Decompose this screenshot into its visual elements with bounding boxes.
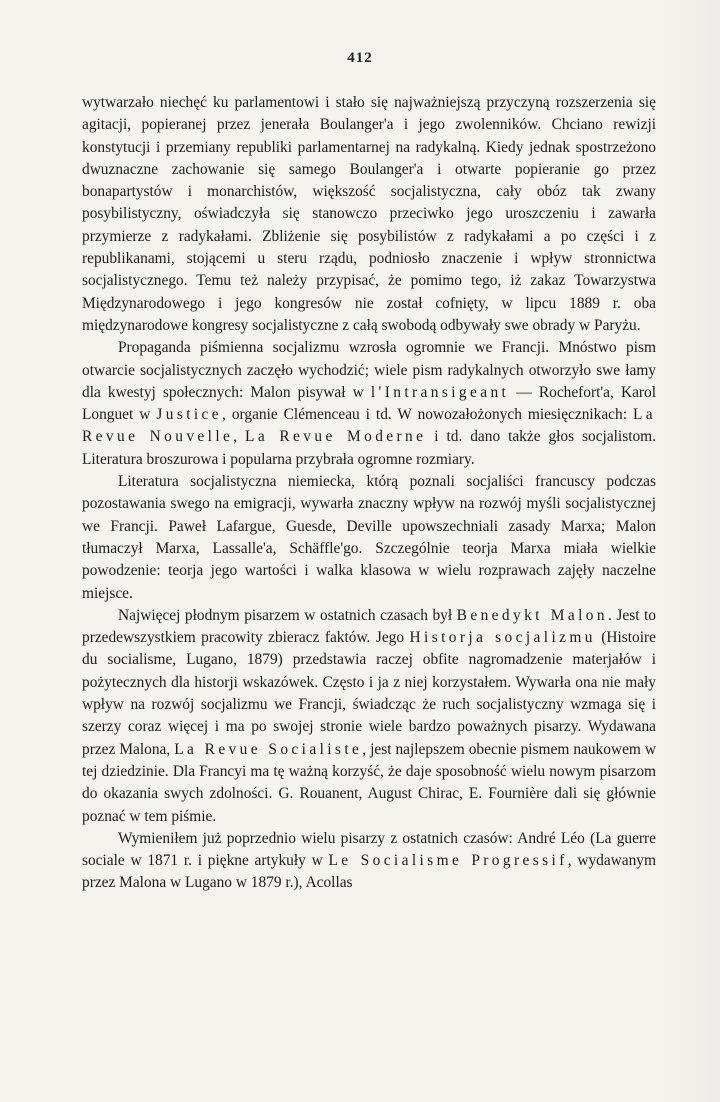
paragraph-1-text: wytwarzało niechęć ku parlamentowi i stało się najważniejszą przyczyną rozszerzenia się agitacji, popieranej przez jenerała Boulanger'a i jego zwolenników. Chciano rewizji konstytucji i przemiany republiki parlamentarnej na radykalną. Kiedy jednak spostrzeżono dwuznaczne zachowanie się samego Boulanger'a i otwarte popieranie go przez bonapartystów i monarchistów, większość socjalistyczna, cały obóz tak zwany posybilistyczny, oświadczyła się stanowczo przeciwko jego uroszczeniu i zawarła przymierze z radykałami. Zbliżenie się posybilistów z radykałami a po części i z republikanami, stojącemi u steru rządu, podniosło znaczenie i wpływ stronnictwa socjalistycznego. Temu też należy przypisać, że pomimo tego, iż zakaz Towarzystwa Międzynarodowego i jego kongresów nie został cofnięty, w lipcu 1889 r. oba międzynarodowe kongresy socjalistyczne z całą swobodą odbywały swe obrady w Paryżu. xyxy=(82,94,656,334)
paragraph-5 xyxy=(82,828,656,895)
paragraph-2-text-d: , xyxy=(233,428,246,446)
paragraph-4 xyxy=(82,605,656,828)
paragraph-5-text-a: Wymieniłem już poprzednio wielu pisarzy z ostatnich czasów: André Léo (La guerre sociale w 1871 r. i piękne artykuły w xyxy=(82,829,656,870)
title-revue-nouvelle: La Revue Nouvelle xyxy=(82,406,656,446)
paragraph-5-text-b: , wydawanym przez Malona w Lugano w 1879 r.), Acollas xyxy=(82,852,656,892)
paragraph-2-text-c: , organie Clémenceau i td. W nowozałożonych miesięcznikach: xyxy=(222,406,633,424)
title-revue-socialiste: La Revue Socialiste xyxy=(174,740,363,758)
title-historja-socjalizmu: Historja socjalizmu xyxy=(409,629,596,647)
title-revue-moderne: La Revue Moderne xyxy=(245,428,427,446)
page-number: 412 xyxy=(347,50,373,66)
paragraph-4-text-d: , jest najlepszem obecnie pismem naukowem w tej dziedzinie. Dla Francyi ma tę ważną korzyść, że daje sposobność wielu nowym pisarzom do okazania swych zdolności. G. Rouanent, August Chirac, E. Fournière dali się głównie poznać w tem piśmie. xyxy=(82,740,656,825)
name-benedykt-malon: Benedykt Malon xyxy=(456,606,608,624)
paragraph-2-text-a: Propaganda piśmienna socjalizmu wzrosła ogromnie we Francji. Mnóstwo pism otwarcie socjalistycznych zaczęło wychodzić; wiele pism radykalnych otworzyło swe łamy dla kwestyj społecznych: Malon pisywał w xyxy=(82,339,656,401)
title-intransigeant: l'Intransigeant xyxy=(370,383,510,401)
paragraph-4-text-a: Najwięcej płodnym pisarzem w ostatnich czasach był xyxy=(118,606,457,624)
paragraph-2-text-b: — Rochefort'a, Karol Longuet w xyxy=(82,383,656,424)
paragraph-2-text-e: i td. dano także głos socjalistom. Literatura broszurowa i popularna przybrała ogromne rozmiary. xyxy=(82,428,656,468)
paragraph-2 xyxy=(82,337,656,471)
body-text xyxy=(82,92,656,895)
title-socialisme-progressif: Le Socialisme Progressif xyxy=(328,852,568,870)
paragraph-3 xyxy=(82,471,656,605)
paragraph-3-text: Literatura socjalistyczna niemiecka, którą poznali socjaliści francuscy podczas pozostawania swego na emigracji, wywarła znaczny wpływ na rozwój myśli socjalistycznej we Francji. Paweł Lafargue, Guesde, Deville upowszechniali zasady Marxa; Malon tłumaczył Marxa, Lassalle'a, Schäffle'go. Szczególnie teorja Marxa miała wielkie powodzenie: teorja jego wartości i walka klasowa w wielu rozprawach zajęły naczelne miejsce. xyxy=(82,473,656,602)
title-justice: Justice xyxy=(156,406,223,424)
page-shadow xyxy=(660,0,720,1102)
paragraph-1 xyxy=(82,92,656,337)
paragraph-4-text-b: . Jest to przedewszystkiem pracowity zbieracz faktów. Jego xyxy=(82,606,656,647)
paragraph-4-text-c: (Histoire du socialisme, Lugano, 1879) przedstawia raczej obfite nagromadzenie materjałów i pożytecznych dla historji wskazówek. Często i ja z niej korzystałem. Wywarła ona nie mały wpływ na rozwój socjalizmu we Francji, świadcząc że ruch socjalistyczny wzmaga się i szerzy coraz więcej i ma po swojej stronie wiele bardzo poważnych pisarzy. Wydawana przez Malona, xyxy=(82,629,656,758)
